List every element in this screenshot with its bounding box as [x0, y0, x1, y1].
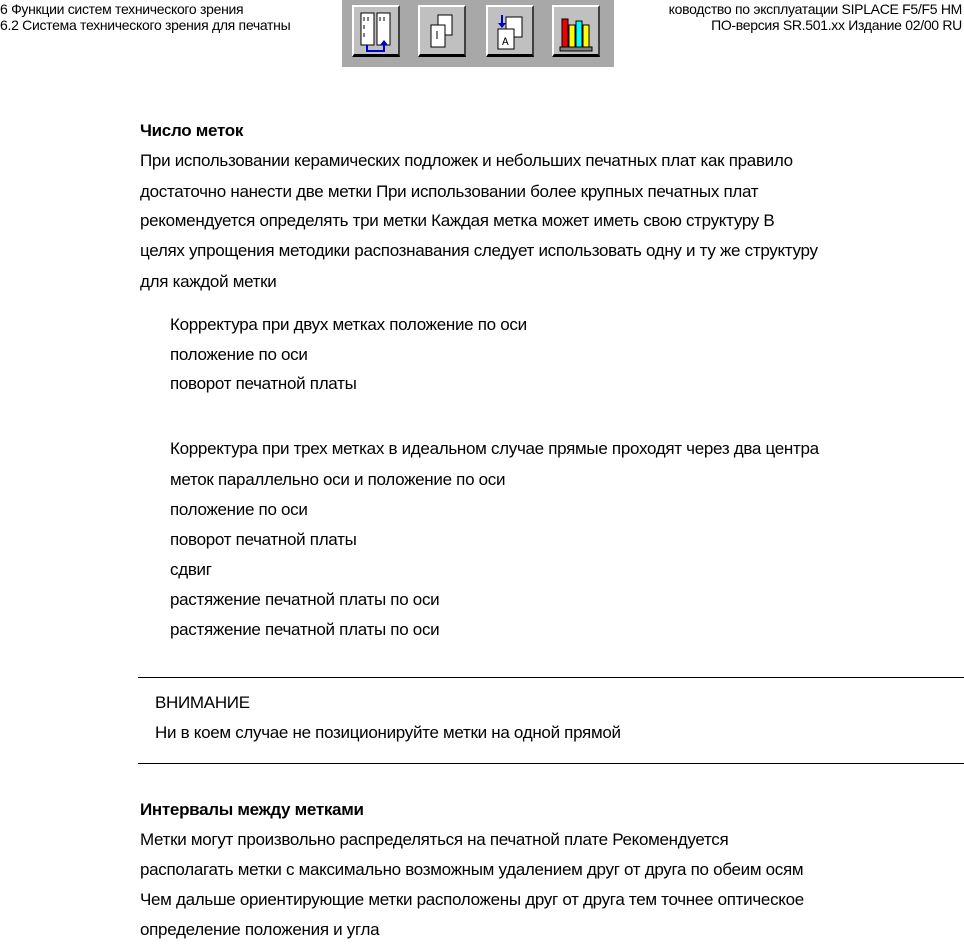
contents-button[interactable]	[352, 5, 400, 57]
paragraph-line: При использовании керамических подложек и небольших печатных плат как правило	[140, 151, 793, 170]
header-section: 6.2 Система технического зрения для печатны	[0, 17, 291, 33]
list-item: поворот печатной платы	[170, 530, 357, 549]
paragraph-line: целях упрощения методики распознавания следует использовать одну и ту же структуру	[140, 241, 818, 260]
list-item: меток параллельно оси и положение по оси	[170, 470, 506, 489]
paragraph-line: для каждой метки	[140, 272, 277, 291]
svg-text:A: A	[502, 37, 509, 49]
section-heading: Интервалы между метками	[140, 800, 364, 819]
back-button[interactable]	[486, 5, 534, 57]
list-item: положение по оси	[170, 500, 308, 519]
paragraph-line: определение положения и угла	[140, 920, 380, 939]
pages-icon	[424, 11, 460, 53]
header-chapter: 6 Функции систем технического зрения	[0, 1, 244, 17]
list-item: Корректура при двух метках положение по оси	[170, 315, 527, 334]
paragraph-line: рекомендуется определять три метки Каждая метка может иметь свою структуру В	[140, 211, 775, 230]
library-button[interactable]	[552, 5, 600, 57]
back-page-icon	[492, 11, 528, 53]
contents-icon	[358, 11, 394, 53]
list-item: сдвиг	[170, 560, 212, 579]
pages-button[interactable]	[418, 5, 466, 57]
paragraph-line: Метки могут произвольно распределяться на печатной плате Рекомендуется	[140, 830, 729, 849]
list-item: поворот печатной платы	[170, 374, 357, 393]
header-manual: ководство по эксплуатации SIPLACE F5/F5 HM	[668, 1, 962, 17]
divider	[138, 677, 964, 678]
divider	[138, 763, 964, 764]
paragraph-line: достаточно нанести две метки При использовании более крупных печатных плат	[140, 182, 759, 201]
paragraph-line: Чем дальше ориентирующие метки расположены друг от друга тем точнее оптическое	[140, 890, 804, 909]
header-version: ПО-версия SR.501.xx Издание 02/00 RU	[711, 17, 962, 33]
list-item: положение по оси	[170, 345, 308, 364]
paragraph-line: располагать метки с максимально возможным удалением друг от друга по обеим осям	[140, 860, 804, 879]
section-heading: Число меток	[140, 121, 244, 140]
list-item: Корректура при трех метках в идеальном случае прямые проходят через два центра	[170, 439, 819, 458]
library-icon	[558, 11, 594, 53]
notice-title: ВНИМАНИЕ	[155, 693, 250, 712]
list-item: растяжение печатной платы по оси	[170, 590, 440, 609]
list-item: растяжение печатной платы по оси	[170, 620, 440, 639]
notice-text: Ни в коем случае не позиционируйте метки на одной прямой	[155, 723, 621, 742]
navigation-toolbar	[342, 0, 614, 67]
